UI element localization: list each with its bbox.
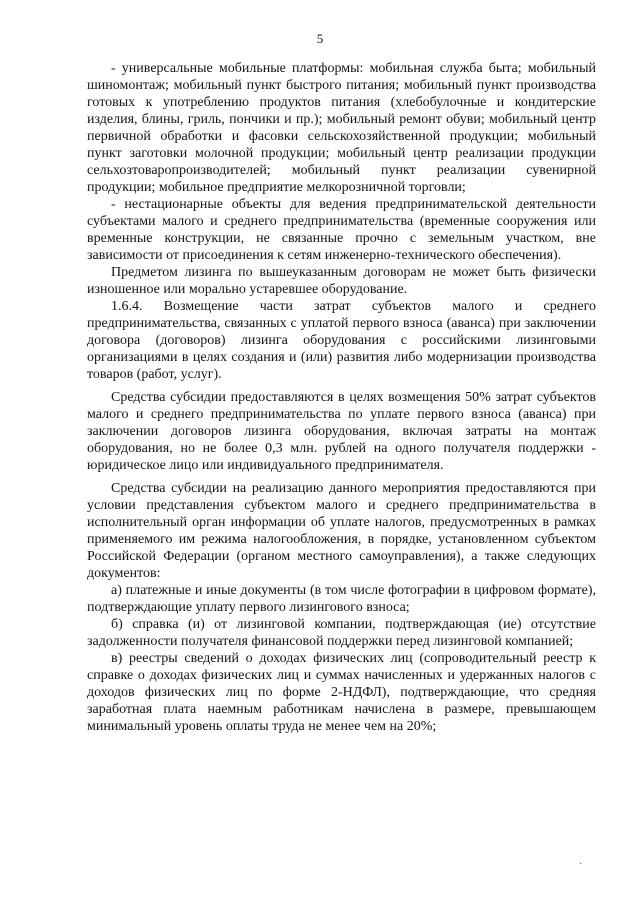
paragraph-subsidy-purpose: Средства субсидии предоставляются в целях возмещения 50% затрат субъектов малого и среднего предпринимательства по уплате первого взноса (аванса) при заключении договоров лизинга оборудования, включая затраты на монтаж оборудования, но не более 0,3 млн. рублей на одного получателя поддержки - юридическое лицо или индивидуального предпринимателя.: [87, 390, 596, 473]
paragraph-subsidy-conditions: Средства субсидии на реализацию данного мероприятия предоставляются при условии представления субъектом малого и среднего предпринимательства в исполнительный орган информации об уплате налогов, предусмотренных в рамках применяемого им режима налогообложения, в порядке, установленном субъектом Российской Федерации (органом местного самоуправления), а также следующих документов:: [87, 481, 596, 581]
paragraph-leasing-subject: Предметом лизинга по вышеуказанным договорам не может быть физически изношенное или морально устаревшее оборудование.: [87, 265, 596, 297]
paragraph-non-stationary-objects: - нестационарные объекты для ведения предпринимательской деятельности субъектами малого и среднего предпринимательства (временные сооружения или временные конструкции, не связанные прочно с земельным участком, вне зависимости от присоединения к сетям инженерно-технического обеспечения).: [87, 197, 596, 263]
list-item-c: в) реестры сведений о доходах физических лиц (сопроводительный реестр к справке о доходах физических лиц и суммах начисленных и удержанных налогов с доходов физических лиц по форме 2-НДФЛ), подтверждающие, что средняя заработная плата наемным работникам начислена в размере, превышающем минимальный уровень оплаты труда не менее чем на 20%;: [87, 651, 596, 734]
section-heading-1-6-4: 1.6.4. Возмещение части затрат субъектов малого и среднего предпринимательства, связанных с уплатой первого взноса (аванса) при заключении договора (договоров) лизинга оборудования с российскими лизинговыми организациями в целях создания и (или) развития либо модернизации производства товаров (работ, услуг).: [87, 299, 596, 382]
list-item-b: б) справка (и) от лизинговой компании, подтверждающая (ие) отсутствие задолженности получателя финансовой поддержки перед лизинговой компанией;: [87, 617, 596, 649]
document-body: [87, 60, 596, 735]
corner-mark: .: [579, 856, 582, 867]
page-number: 5: [316, 31, 324, 46]
paragraph-mobile-platforms: - универсальные мобильные платформы: мобильная служба быта; мобильный шиномонтаж; мобильный пункт быстрого питания; мобильный пункт производства готовых к употреблению продуктов питания (хлебобулочные и кондитерские изделия, блины, гриль, пончики и пр.); мобильный ремонт обуви; мобильный центр первичной обработки и фасовки сельскохозяйственной продукции; мобильный пункт заготовки молочной продукции; мобильный центр реализации продукции сельхозтоваропроизводителей; мобильный пункт реализации сувенирной продукции; мобильное предприятие мелкорозничной торговли;: [87, 61, 596, 195]
list-item-a: а) платежные и иные документы (в том числе фотографии в цифровом формате), подтверждающие уплату первого лизингового взноса;: [87, 583, 596, 615]
